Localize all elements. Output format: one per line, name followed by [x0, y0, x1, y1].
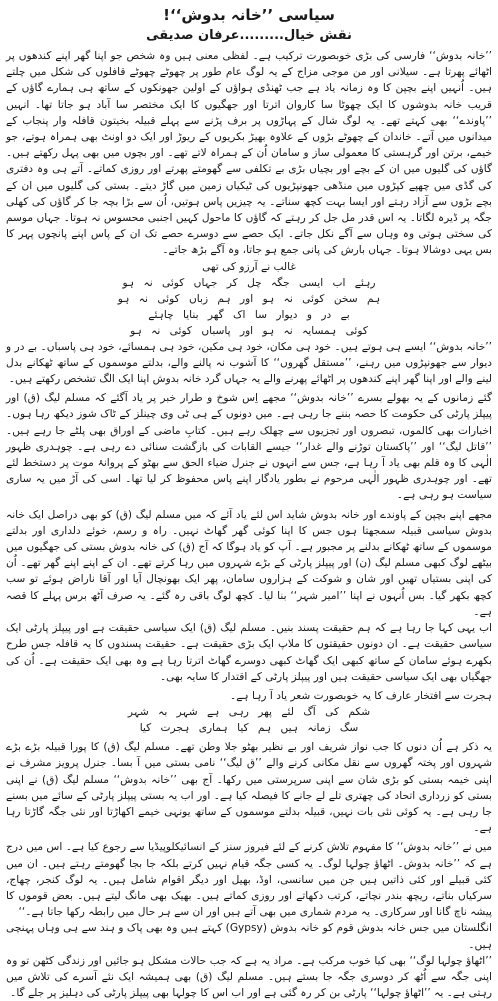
paragraph-8: میں نے ’’خانہ بدوش‘‘ کا مفہوم تلاش کرنے کے لئے فیروز سنز کے انسائیکلوپیڈیا سے رجوع کیا ہے۔ اس میں درج ہے کہ ’’خانہ بدوش۔ اٹھاؤ چولہا لوگ۔ یہ کسی جگہ قیام نہیں کرتے بلکہ جا بجا گھومتے رہتے ہیں۔ ان میں کئی قبیلے اور کئی ذاتیں ہیں جن میں سانسی، اوڈ، بھیل اور دیگر اقوام شامل ہیں۔ یہ لوگ کنجر، چھاج، سرکیاں بناتے، ریچھ بندر نچاتے، کرتب دکھاتے اور روزی کماتے ہیں۔ بھیک بھی مانگ لیتے ہیں۔ بعض قوموں کا پیشہ ناچ گانا اور سرکاری۔ یہ مردم شماری میں بھی آتے ہیں اور ان سے ہر حال میں رابطہ رکھا جاتا ہے۔‘‘	[6, 841, 492, 919]
paragraph-2: ’’خانہ بدوش‘‘ ایسے ہی ہوتے ہیں۔ خود ہی مکان، خود ہی مکین، خود ہی ہمسائے، خود ہی پاسباں۔ بے در و دیوار سے جھونپڑوں میں رہنے، ’’مستقل گھروں‘‘ کا آشوب نہ پالنے والے، بدلتے موسموں کے ساتھ ٹھکانے بدل لینے والے اور اپنا گھر اپنے کندھوں پر اٹھائے پھرنے والے یہ جہاں گرد خانہ بدوش اپنا ایک الگ تشخص رکھتے ہیں۔	[6, 340, 492, 386]
verse-line-6: سگ زمانہ ہیں ہم کیا ہماری ہجرت کیا	[139, 722, 359, 735]
column-title: سیاسی ’’خانہ بدوش‘‘!	[163, 6, 335, 24]
paragraph-7: یہ ذکر ہے اُن دنوں کا جب نواز شریف اور بے نظیر بھٹو جلا وطن تھے۔ مسلم لیگ (ق) کا پورا قبیلہ بڑے بڑے شہروں اور پختہ گھروں سے نقل مکانی کرنے والے ’’ق لیگ‘‘ نامی بستی میں آ بسا۔ جنرل پرویز مشرف نے اپنی خیمہ بستی کو بڑی شان سے اپنی سرپرستی میں رکھا۔ آج بھی ’’خانہ بدوش‘‘ مسلم لیگ (ق) نے اپنی بستی کو زرداری اتحاد کی چھتری تلے لے جانے کا فیصلہ کیا ہے۔ اور اب یہ بستی پیپلز پارٹی کے سائے میں بسنے جا رہی ہے۔ یہ کوئی نئی بات نہیں، قبیلہ بدلتے موسموں کے ساتھ یونہی خیمے اکھاڑتا اور نئی جگہ گاڑتا رہا ہے۔	[6, 741, 492, 835]
paragraph-5: اب یہی کہا جا رہا ہے کہ ہم حقیقت پسند بنیں۔ مسلم لیگ (ق) ایک سیاسی حقیقت ہے اور پیپلز پارٹی ایک سیاسی حقیقت ہے۔ ان دونوں حقیقتوں کا ملاپ ایک بڑی حقیقت ہے۔ حقیقت پسندوں کا یہ قافلہ جس طرح بکھرے ہوئے سامان کے ساتھ کبھی ایک گھاٹ کبھی دوسرے گھاٹ اترتا رہا ہے وہ بھی ایک حقیقت ہے۔ اُن کی جھگیاں بھی ایک سیاسی حقیقت ہیں اور پیپلز پارٹی کے اقتدار کا سایہ بھی۔	[6, 622, 492, 683]
verse-line-3: بے در و دیوار سا اک گھر بنایا چاہئے	[148, 308, 350, 321]
paragraph-3: گئے زمانوں کے یہ بھولے بسرے ’’خانہ بدوش‘‘ مجھے اِس شوخ و طرار خبر پر یاد آگئے کہ مسلم لیگ (ق) اور پیپلز پارٹی کی حکومت کا حصہ بننے جا رہی ہے۔ میں دونوں کے ہی ٹی وی چینلز کے ٹاک شوز دیکھ رہا ہوں۔ اخبارات بھی کالموں، تبصروں اور تجزیوں سے چھلک رہے ہیں۔ کتابِ ماضی کے اوراق بھی پلٹے جا رہے ہیں۔ ’’قاتل لیگ‘‘ اور ’’پاکستان توڑنے والے غدار‘‘ جیسے القابات کی بازگشت سنائی دے رہی ہے۔ چوہدری ظہور الٰہی کا وہ قلم بھی یاد آ رہا ہے، جس سے انہوں نے جنرل ضیاء الحق سے بھٹو کے پروانۂ موت پر دستخط لئے تھے۔ اور چوہدری ظہور الٰہی مرحوم نے بطور یادگار اپنے پاس محفوظ کر لیا تھا۔ اسی کی آڑ میں یہ ساری سیاست ہو رہی ہے۔	[6, 392, 492, 502]
verse-line-2: ہم سخن کوئی نہ ہو اور ہم زباں کوئی نہ ہو	[117, 292, 381, 305]
paragraph-9: انگلستان میں جس خانہ بدوش قوم کو خانہ بدوش (Gypsy) کہتے ہیں وہ بھی پاک و ہند سے ہی وہاں پہنچی ہیں۔	[6, 922, 492, 951]
paragraph-10: ’’اٹھاؤ چولہا لوگ‘‘ بھی کیا خوب مرکب ہے۔ مراد یہ ہے کہ جب حالات مشکل ہو جائیں اور زندگی کٹھن تو وہ اپنی جگہ سے اُٹھ کر دوسری جگہ جا بستے ہیں۔ مسلم لیگ (ق) بھی ہمیشہ ایک نئے آسرے کی تلاش میں رہتی ہے۔ یہ ’’اٹھاؤ چولہا‘‘ پارٹی بن کر رہ گئی ہے اور اب اس کا چولہا بھی پیپلز پارٹی کی دہلیز پر جلے گا۔	[6, 954, 492, 1000]
paragraph-4: مجھے اپنے بچپن کے پاوندے اور خانہ بدوش شاید اس لئے یاد آئے کہ میں مسلم لیگ (ق) کو بھی دراصل ایک خانہ بدوش سیاسی قبیلہ سمجھتا ہوں جس کا اپنا کوئی گھر گھاٹ نہیں۔ راہ و رسم، خوئے دلداری اور بدلتے موسموں کے ساتھ ٹھکانے بدلنے پر مجبور ہے۔ آپ کو یاد ہوگا کہ آج (ق) کی خانہ بدوش بستی کی جھگیوں میں بیٹھے لوگ کبھی مسلم لیگ (ن) اور پیپلز پارٹی کے بڑے شہروں میں رہا کرتے تھے۔ ان کے اپنے اپنے گھر تھے۔ اُن کی اپنی بستیاں تھیں اور شان و شوکت کے ہزاروں سامان، پھر ایک بھونچال آیا اور آقا ناراض ہوئے تو سب کچھ بکھر گیا۔ بس اُنہوں نے اپنا ’’امیر شہر‘‘ بنا لیا۔ کچھ لوگ باقی رہ گئے۔ یہ صرف آٹھ برس پہلے کا قصہ ہے۔	[6, 508, 492, 618]
verse-line-5: شکم کی آگ لئے پھر رہی ہے شہر بہ شہر	[127, 706, 371, 719]
paragraph-6: ہجرت سے افتخار عارف کا یہ خوبصورت شعر یاد آ رہا ہے۔	[229, 689, 492, 702]
column-byline: نقش خیال.........عرفان صدیقی	[146, 28, 352, 43]
verse-intro: غالب نے آرزو کی تھی	[202, 260, 296, 273]
paragraph-1: ’’خانہ بدوش‘‘ فارسی کی بڑی خوبصورت ترکیب ہے۔ لفظی معنی ہیں وہ شخص جو اپنا گھر اپنے کندھوں پر اٹھائے پھرتا ہے۔ سیلانی اور من موجی مزاج کے یہ لوگ عام طور پر چھوٹے چھوٹے قافلوں کی شکل میں چلتے ہیں۔ اُنہیں اپنے بچپن کا وہ زمانہ یاد ہے جب ٹھنڈی ہواؤں کے اولین جھونکوں کے ساتھ ہی ہمارے گاؤں کے قریب خانہ بدوشوں کا ایک چھوٹا سا کاروان اترتا اور جھگیوں کا ایک مختصر سا آباد ہو جاتا تھا۔ انہیں ’’پاوندے‘‘ بھی کہتے تھے۔ یہ لوگ شال کے پہاڑوں پر برف پڑنے سے پہلے قبیلہ بخیتون قافلہ وار پنجاب کے میدانوں میں آتے۔ خاندان کے چھوٹے بڑوں کے علاوہ بھیڑ بکریوں کے ریوڑ اور ایک دو اونٹ بھی ہمراہ ہوتے، جو خیمے، برتن اور گرہستی کا معمولی ساز و سامان اُن کے ہمراہ لاتے تھے۔ اور بچوں میں بھی پہل رکھتے ہیں۔ گاؤں کی گلیوں میں ان کے بچے اور بچیاں بڑی بے تکلفی سے گھومتے پھرتے اور روزی کماتے۔ آتے ہی وہ دفتری کی گڈی میں چھپے کپڑوں میں منڈھی جھونپڑیوں کی ٹیکیاں زمین میں گاڑ دیتے۔ بستی کی گلیوں میں ان کے بچے بڑوں سے آزاد رہتے اور ایسا بہت کچھ سناتے۔ یہ چیزیں پاس ہوتیں، اُن سے بڑا بچہ جا کر گاؤں کی کھلی جگہ پر ڈیرہ لگاتا۔ یہ اس قدر مل جل کر رہتے کہ گاؤں کا ماحول کہیں اجنبی محسوس نہ ہوتا۔ جہاں موسم کی سختی ہوتی وہ وہاں سے آگے نکل جاتے۔ ایک حصے سے دوسرے حصے تک ان کے پاس اپنے پانچوں پہر کا بس یہی دوشالا ہوتا۔ جہاں بارش کی پانی جمع ہو جاتا، وہ آگے بڑھ جاتے۔	[6, 50, 492, 257]
verse-line-4: کوئی ہمسایہ نہ ہو اور پاسباں کوئی نہ ہو	[130, 324, 368, 337]
verse-line-1: رہئے اب ایسی جگہ چل کر جہاں کوئی نہ ہو	[122, 276, 376, 289]
